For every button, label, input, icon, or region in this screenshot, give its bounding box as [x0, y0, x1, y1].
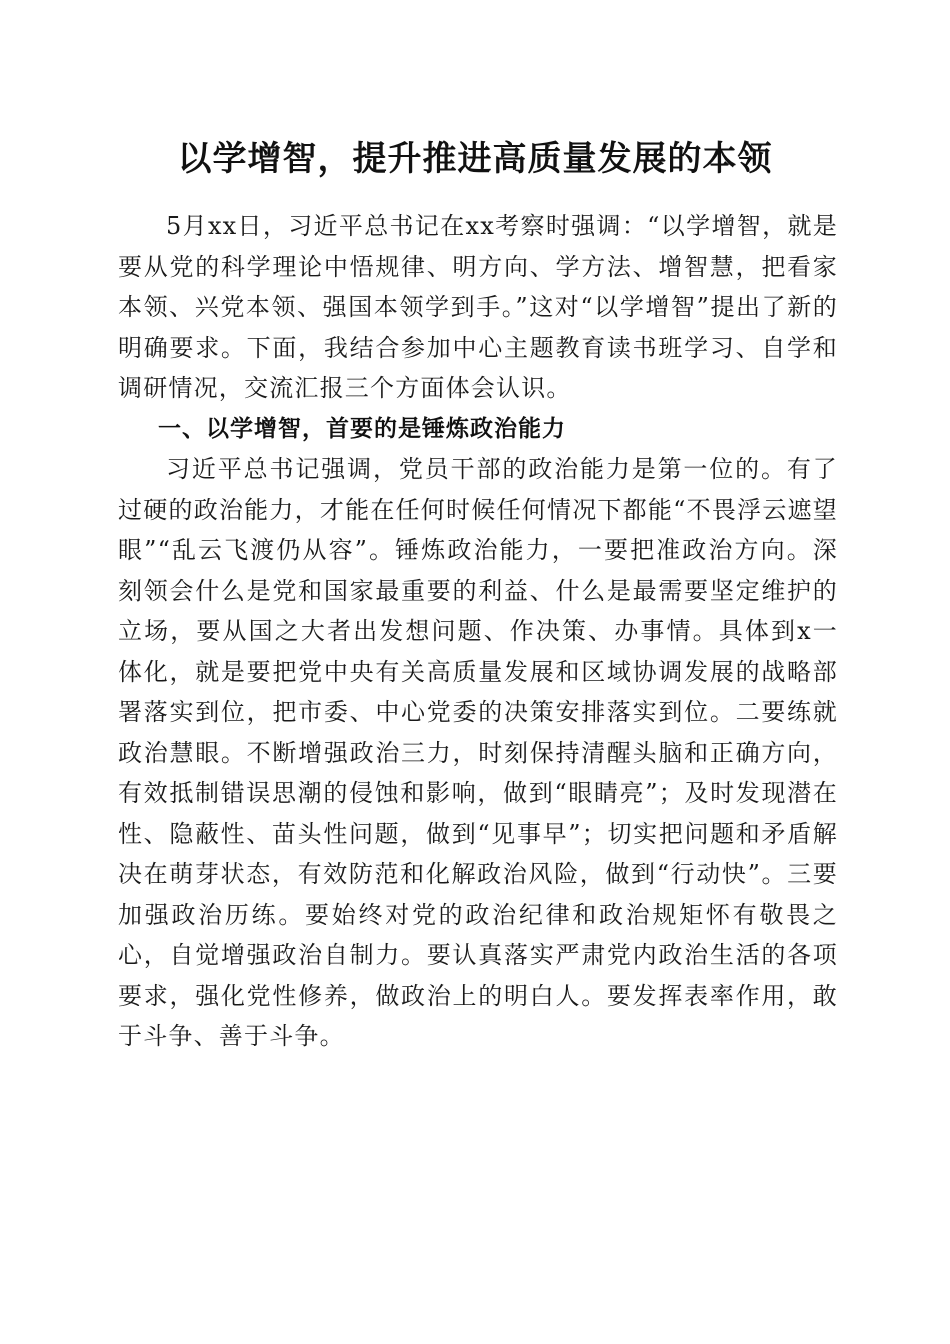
section-heading: 一、以学增智，首要的是锤炼政治能力 — [158, 415, 566, 442]
document-title: 以学增智，提升推进高质量发展的本领 — [177, 139, 773, 179]
intro-paragraph: 5月xx日，习近平总书记在xx考察时强调：“以学增智，就是要从党的科学理论中悟规律、明方向、学方法、增智慧，把看家本领、兴党本领、强国本领学到手。”这对“以学增智”提出了新的明确要求。下面，我结合参加中心主题教育读书班学习、自学和调研情况，交流汇报三个方面体会认识。 — [118, 212, 838, 402]
document-body — [118, 206, 838, 1057]
section-paragraph: 习近平总书记强调，党员干部的政治能力是第一位的。有了过硬的政治能力，才能在任何时候任何情况下都能“不畏浮云遮望眼”“乱云飞渡仍从容”。锤炼政治能力，一要把准政治方向。深刻领会什么是党和国家最重要的利益、什么是最需要坚定维护的立场，要从国之大者出发想问题、作决策、办事情。具体到x一体化，就是要把党中央有关高质量发展和区域协调发展的战略部署落实到位，把市委、中心党委的决策安排落实到位。二要练就政治慧眼。不断增强政治三力，时刻保持清醒头脑和正确方向，有效抵制错误思潮的侵蚀和影响，做到“眼睛亮”；及时发现潜在性、隐蔽性、苗头性问题，做到“见事早”；切实把问题和矛盾解决在萌芽状态，有效防范和化解政治风险，做到“行动快”。三要加强政治历练。要始终对党的政治纪律和政治规矩怀有敬畏之心，自觉增强政治自制力。要认真落实严肃党内政治生活的各项要求，强化党性修养，做政治上的明白人。要发挥表率作用，敢于斗争、善于斗争。 — [118, 455, 838, 1050]
